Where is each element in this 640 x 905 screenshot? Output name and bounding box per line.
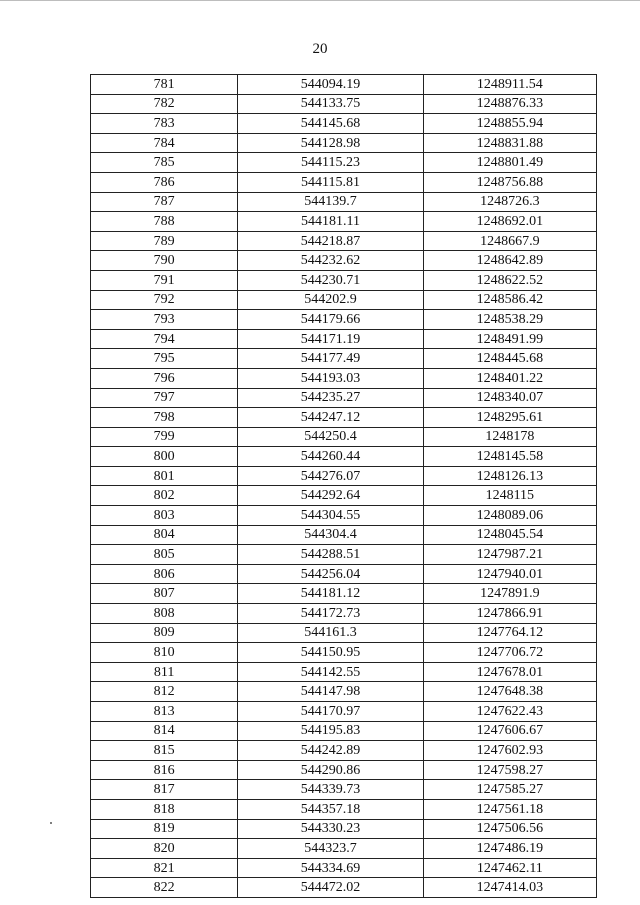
y-coordinate-cell: 1247891.9 [423,584,596,604]
y-coordinate-cell: 1247462.11 [423,858,596,878]
x-coordinate-cell: 544133.75 [238,94,423,114]
point-number-cell: 800 [91,447,238,467]
y-coordinate-cell: 1247602.93 [423,741,596,761]
x-coordinate-cell: 544094.19 [238,75,423,95]
point-number-cell: 787 [91,192,238,212]
point-number-cell: 809 [91,623,238,643]
table-row [91,231,597,251]
x-coordinate-cell: 544288.51 [238,545,423,565]
table-row [91,819,597,839]
point-number-cell: 786 [91,172,238,192]
x-coordinate-cell: 544304.4 [238,525,423,545]
coordinates-table [90,74,597,898]
y-coordinate-cell: 1247585.27 [423,780,596,800]
x-coordinate-cell: 544260.44 [238,447,423,467]
y-coordinate-cell: 1248586.42 [423,290,596,310]
x-coordinate-cell: 544339.73 [238,780,423,800]
y-coordinate-cell: 1248831.88 [423,133,596,153]
x-coordinate-cell: 544276.07 [238,466,423,486]
x-coordinate-cell: 544304.55 [238,506,423,526]
point-number-cell: 820 [91,839,238,859]
point-number-cell: 792 [91,290,238,310]
x-coordinate-cell: 544179.66 [238,310,423,330]
point-number-cell: 818 [91,799,238,819]
table-row [91,172,597,192]
y-coordinate-cell: 1247414.03 [423,878,596,898]
point-number-cell: 782 [91,94,238,114]
point-number-cell: 815 [91,741,238,761]
table-row [91,192,597,212]
point-number-cell: 798 [91,408,238,428]
table-row [91,760,597,780]
x-coordinate-cell: 544472.02 [238,878,423,898]
table-row [91,741,597,761]
point-number-cell: 794 [91,329,238,349]
point-number-cell: 814 [91,721,238,741]
y-coordinate-cell: 1248340.07 [423,388,596,408]
y-coordinate-cell: 1247506.56 [423,819,596,839]
table-row [91,604,597,624]
x-coordinate-cell: 544256.04 [238,564,423,584]
table-row [91,486,597,506]
point-number-cell: 816 [91,760,238,780]
table-row [91,349,597,369]
x-coordinate-cell: 544232.62 [238,251,423,271]
x-coordinate-cell: 544181.11 [238,212,423,232]
y-coordinate-cell: 1248295.61 [423,408,596,428]
x-coordinate-cell: 544242.89 [238,741,423,761]
y-coordinate-cell: 1248622.52 [423,270,596,290]
table-row [91,702,597,722]
x-coordinate-cell: 544218.87 [238,231,423,251]
x-coordinate-cell: 544171.19 [238,329,423,349]
point-number-cell: 810 [91,643,238,663]
point-number-cell: 817 [91,780,238,800]
y-coordinate-cell: 1248726.3 [423,192,596,212]
y-coordinate-cell: 1248045.54 [423,525,596,545]
y-coordinate-cell: 1248692.01 [423,212,596,232]
table-row [91,270,597,290]
table-row [91,564,597,584]
y-coordinate-cell: 1247648.38 [423,682,596,702]
x-coordinate-cell: 544181.12 [238,584,423,604]
y-coordinate-cell: 1248445.68 [423,349,596,369]
x-coordinate-cell: 544115.23 [238,153,423,173]
x-coordinate-cell: 544147.98 [238,682,423,702]
x-coordinate-cell: 544230.71 [238,270,423,290]
table-row [91,643,597,663]
point-number-cell: 799 [91,427,238,447]
point-number-cell: 785 [91,153,238,173]
table-row [91,721,597,741]
x-coordinate-cell: 544235.27 [238,388,423,408]
point-number-cell: 797 [91,388,238,408]
table-row [91,388,597,408]
table-row [91,447,597,467]
y-coordinate-cell: 1248089.06 [423,506,596,526]
x-coordinate-cell: 544195.83 [238,721,423,741]
table-row [91,780,597,800]
table-row [91,839,597,859]
point-number-cell: 802 [91,486,238,506]
x-coordinate-cell: 544145.68 [238,114,423,134]
table-row [91,408,597,428]
y-coordinate-cell: 1247561.18 [423,799,596,819]
x-coordinate-cell: 544323.7 [238,839,423,859]
table-row [91,329,597,349]
table-row [91,212,597,232]
x-coordinate-cell: 544161.3 [238,623,423,643]
x-coordinate-cell: 544150.95 [238,643,423,663]
point-number-cell: 790 [91,251,238,271]
y-coordinate-cell: 1247940.01 [423,564,596,584]
x-coordinate-cell: 544250.4 [238,427,423,447]
table-row [91,290,597,310]
y-coordinate-cell: 1248876.33 [423,94,596,114]
point-number-cell: 789 [91,231,238,251]
y-coordinate-cell: 1247622.43 [423,702,596,722]
table-row [91,858,597,878]
coordinates-table-body [91,75,597,898]
table-row [91,799,597,819]
point-number-cell: 811 [91,662,238,682]
y-coordinate-cell: 1248667.9 [423,231,596,251]
y-coordinate-cell: 1247987.21 [423,545,596,565]
y-coordinate-cell: 1248145.58 [423,447,596,467]
table-row [91,133,597,153]
table-row [91,878,597,898]
y-coordinate-cell: 1248491.99 [423,329,596,349]
table-row [91,525,597,545]
y-coordinate-cell: 1247764.12 [423,623,596,643]
x-coordinate-cell: 544172.73 [238,604,423,624]
table-row [91,251,597,271]
x-coordinate-cell: 544128.98 [238,133,423,153]
point-number-cell: 783 [91,114,238,134]
point-number-cell: 793 [91,310,238,330]
table-row [91,662,597,682]
table-row [91,94,597,114]
y-coordinate-cell: 1248126.13 [423,466,596,486]
y-coordinate-cell: 1248115 [423,486,596,506]
y-coordinate-cell: 1248911.54 [423,75,596,95]
point-number-cell: 812 [91,682,238,702]
point-number-cell: 804 [91,525,238,545]
point-number-cell: 784 [91,133,238,153]
point-number-cell: 805 [91,545,238,565]
y-coordinate-cell: 1248801.49 [423,153,596,173]
point-number-cell: 791 [91,270,238,290]
x-coordinate-cell: 544247.12 [238,408,423,428]
point-number-cell: 821 [91,858,238,878]
point-number-cell: 808 [91,604,238,624]
point-number-cell: 796 [91,368,238,388]
point-number-cell: 803 [91,506,238,526]
point-number-cell: 788 [91,212,238,232]
y-coordinate-cell: 1247706.72 [423,643,596,663]
table-row [91,682,597,702]
x-coordinate-cell: 544115.81 [238,172,423,192]
table-row [91,310,597,330]
table-row [91,506,597,526]
table-row [91,466,597,486]
y-coordinate-cell: 1248756.88 [423,172,596,192]
point-number-cell: 801 [91,466,238,486]
point-number-cell: 819 [91,819,238,839]
point-number-cell: 813 [91,702,238,722]
x-coordinate-cell: 544170.97 [238,702,423,722]
y-coordinate-cell: 1248401.22 [423,368,596,388]
x-coordinate-cell: 544202.9 [238,290,423,310]
table-row [91,584,597,604]
table-row [91,368,597,388]
table-row [91,114,597,134]
table-row [91,153,597,173]
x-coordinate-cell: 544357.18 [238,799,423,819]
y-coordinate-cell: 1247598.27 [423,760,596,780]
point-number-cell: 781 [91,75,238,95]
y-coordinate-cell: 1248178 [423,427,596,447]
point-number-cell: 822 [91,878,238,898]
x-coordinate-cell: 544334.69 [238,858,423,878]
y-coordinate-cell: 1248538.29 [423,310,596,330]
point-number-cell: 807 [91,584,238,604]
x-coordinate-cell: 544139.7 [238,192,423,212]
x-coordinate-cell: 544330.23 [238,819,423,839]
point-number-cell: 806 [91,564,238,584]
x-coordinate-cell: 544290.86 [238,760,423,780]
y-coordinate-cell: 1248642.89 [423,251,596,271]
y-coordinate-cell: 1247486.19 [423,839,596,859]
margin-mark [50,822,52,824]
table-row [91,75,597,95]
point-number-cell: 795 [91,349,238,369]
table-row [91,623,597,643]
y-coordinate-cell: 1247606.67 [423,721,596,741]
y-coordinate-cell: 1247678.01 [423,662,596,682]
y-coordinate-cell: 1247866.91 [423,604,596,624]
table-row [91,427,597,447]
table-row [91,545,597,565]
x-coordinate-cell: 544292.64 [238,486,423,506]
x-coordinate-cell: 544142.55 [238,662,423,682]
x-coordinate-cell: 544193.03 [238,368,423,388]
page-number: 20 [312,41,328,57]
y-coordinate-cell: 1248855.94 [423,114,596,134]
x-coordinate-cell: 544177.49 [238,349,423,369]
top-rule [0,0,640,1]
